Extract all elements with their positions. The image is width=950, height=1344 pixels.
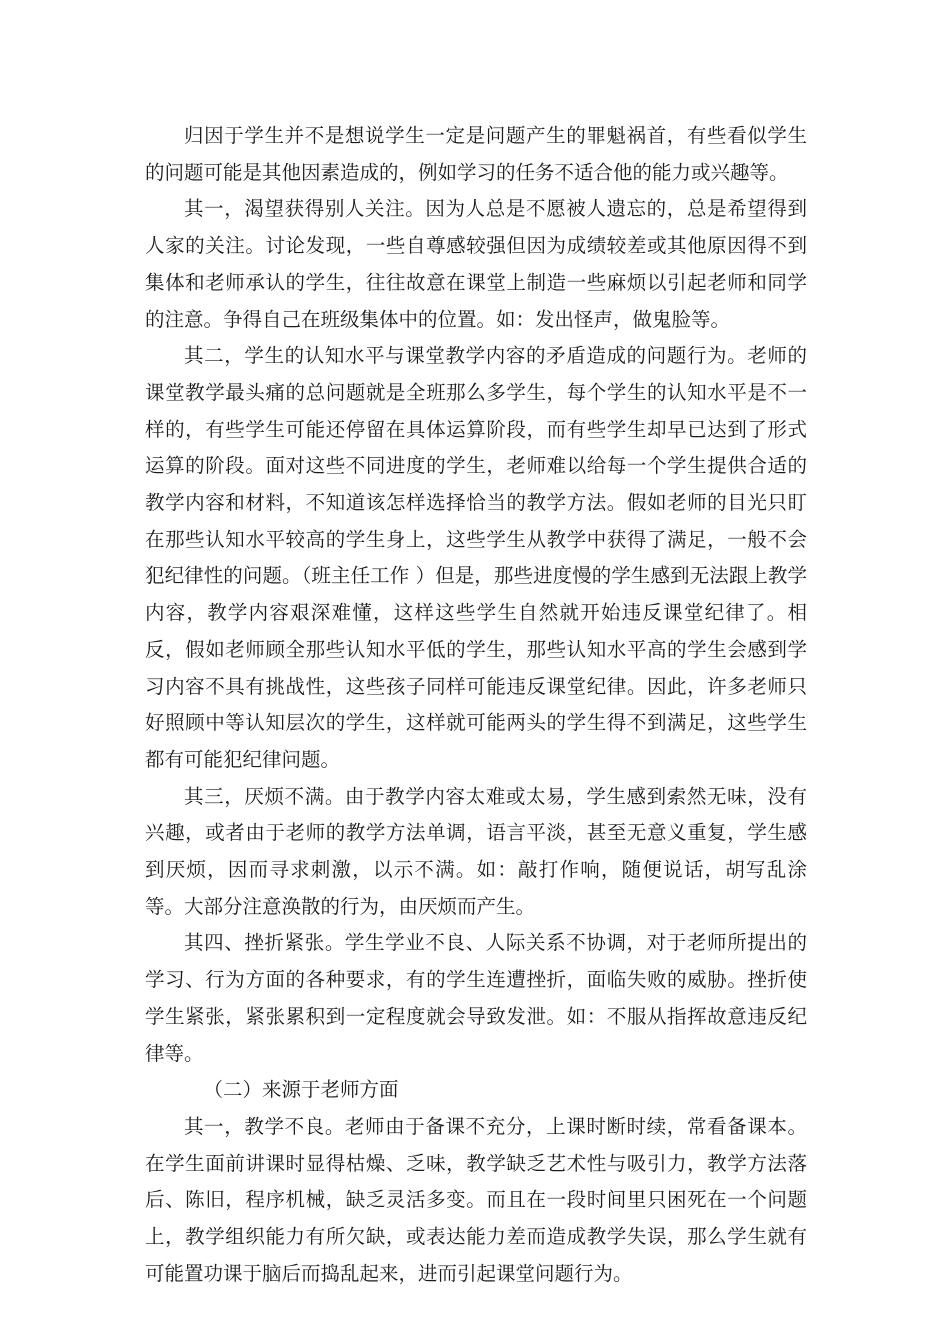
paragraph-frustration: 其四、挫折紧张。学生学业不良、人际关系不协调，对于老师所提出的学习、行为方面的各种要求，有的学生连遭挫折，面临失败的威胁。挫折使学生紧张，紧张累积到一定程度就会导致发泄。如：不服从指挥故意违反纪律等。 — [145, 931, 807, 1065]
paragraph-intro: 归因于学生并不是想说学生一定是问题产生的罪魁祸首，有些看似学生的问题可能是其他因素造成的，例如学习的任务不适合他的能力或兴趣等。 — [145, 124, 807, 184]
paragraph-attention-seeking: 其一，渴望获得别人关注。因为人总是不愿被人遗忘的，总是希望得到人家的关注。讨论发现，一些自尊感较强但因为成绩较差或其他原因得不到集体和老师承认的学生，往往故意在课堂上制造一些麻烦以引起老师和同学的注意。争得自己在班级集体中的位置。如：发出怪声，做鬼脸等。 — [145, 197, 807, 331]
paragraph-poor-teaching: 其一，教学不良。老师由于备课不充分，上课时断时续，常看备课本。在学生面前讲课时显得枯燥、乏味，教学缺乏艺术性与吸引力，教学方法落后、陈旧，程序机械，缺乏灵活多变。而且在一段时间里只困死在一个问题上，教学组织能力有所欠缺，或表达能力差而造成教学失误，那么学生就有可能置功课于脑后而捣乱起来，进而引起课堂问题行为。 — [145, 1114, 807, 1285]
section-subheading: （二）来源于老师方面 — [203, 1078, 399, 1102]
paragraph-cognitive-level: 其二，学生的认知水平与课堂教学内容的矛盾造成的问题行为。老师的课堂教学最头痛的总问题就是全班那么多学生，每个学生的认知水平是不一样的，有些学生可能还停留在具体运算阶段，而有些学生却早已达到了形式运算的阶段。面对这些不同进度的学生，老师难以给每一个学生提供合适的教学内容和材料，不知道该怎样选择恰当的教学方法。假如老师的目光只盯在那些认知水平较高的学生身上，这些学生从教学中获得了满足，一般不会犯纪律性的问题。（班主任工作 ）但是，那些进度慢的学生感到无法跟上教学内容，教学内容艰深难懂，这样这些学生自然就开始违反课堂纪律了。相反，假如老师顾全那些认知水平低的学生，那些认知水平高的学生会感到学习内容不具有挑战性，这些孩子同样可能违反课堂纪律。因此，许多老师只好照顾中等认知层次的学生，这样就可能两头的学生得不到满足，这些学生都有可能犯纪律问题。 — [145, 344, 807, 771]
document-body — [145, 118, 807, 1293]
paragraph-boredom: 其三，厌烦不满。由于教学内容太难或太易，学生感到索然无味，没有兴趣，或者由于老师的教学方法单调，语言平淡，甚至无意义重复，学生感到厌烦，因而寻求刺激，以示不满。如：敲打作响，随便说话，胡写乱涂等。大部分注意涣散的行为，由厌烦而产生。 — [145, 784, 807, 918]
